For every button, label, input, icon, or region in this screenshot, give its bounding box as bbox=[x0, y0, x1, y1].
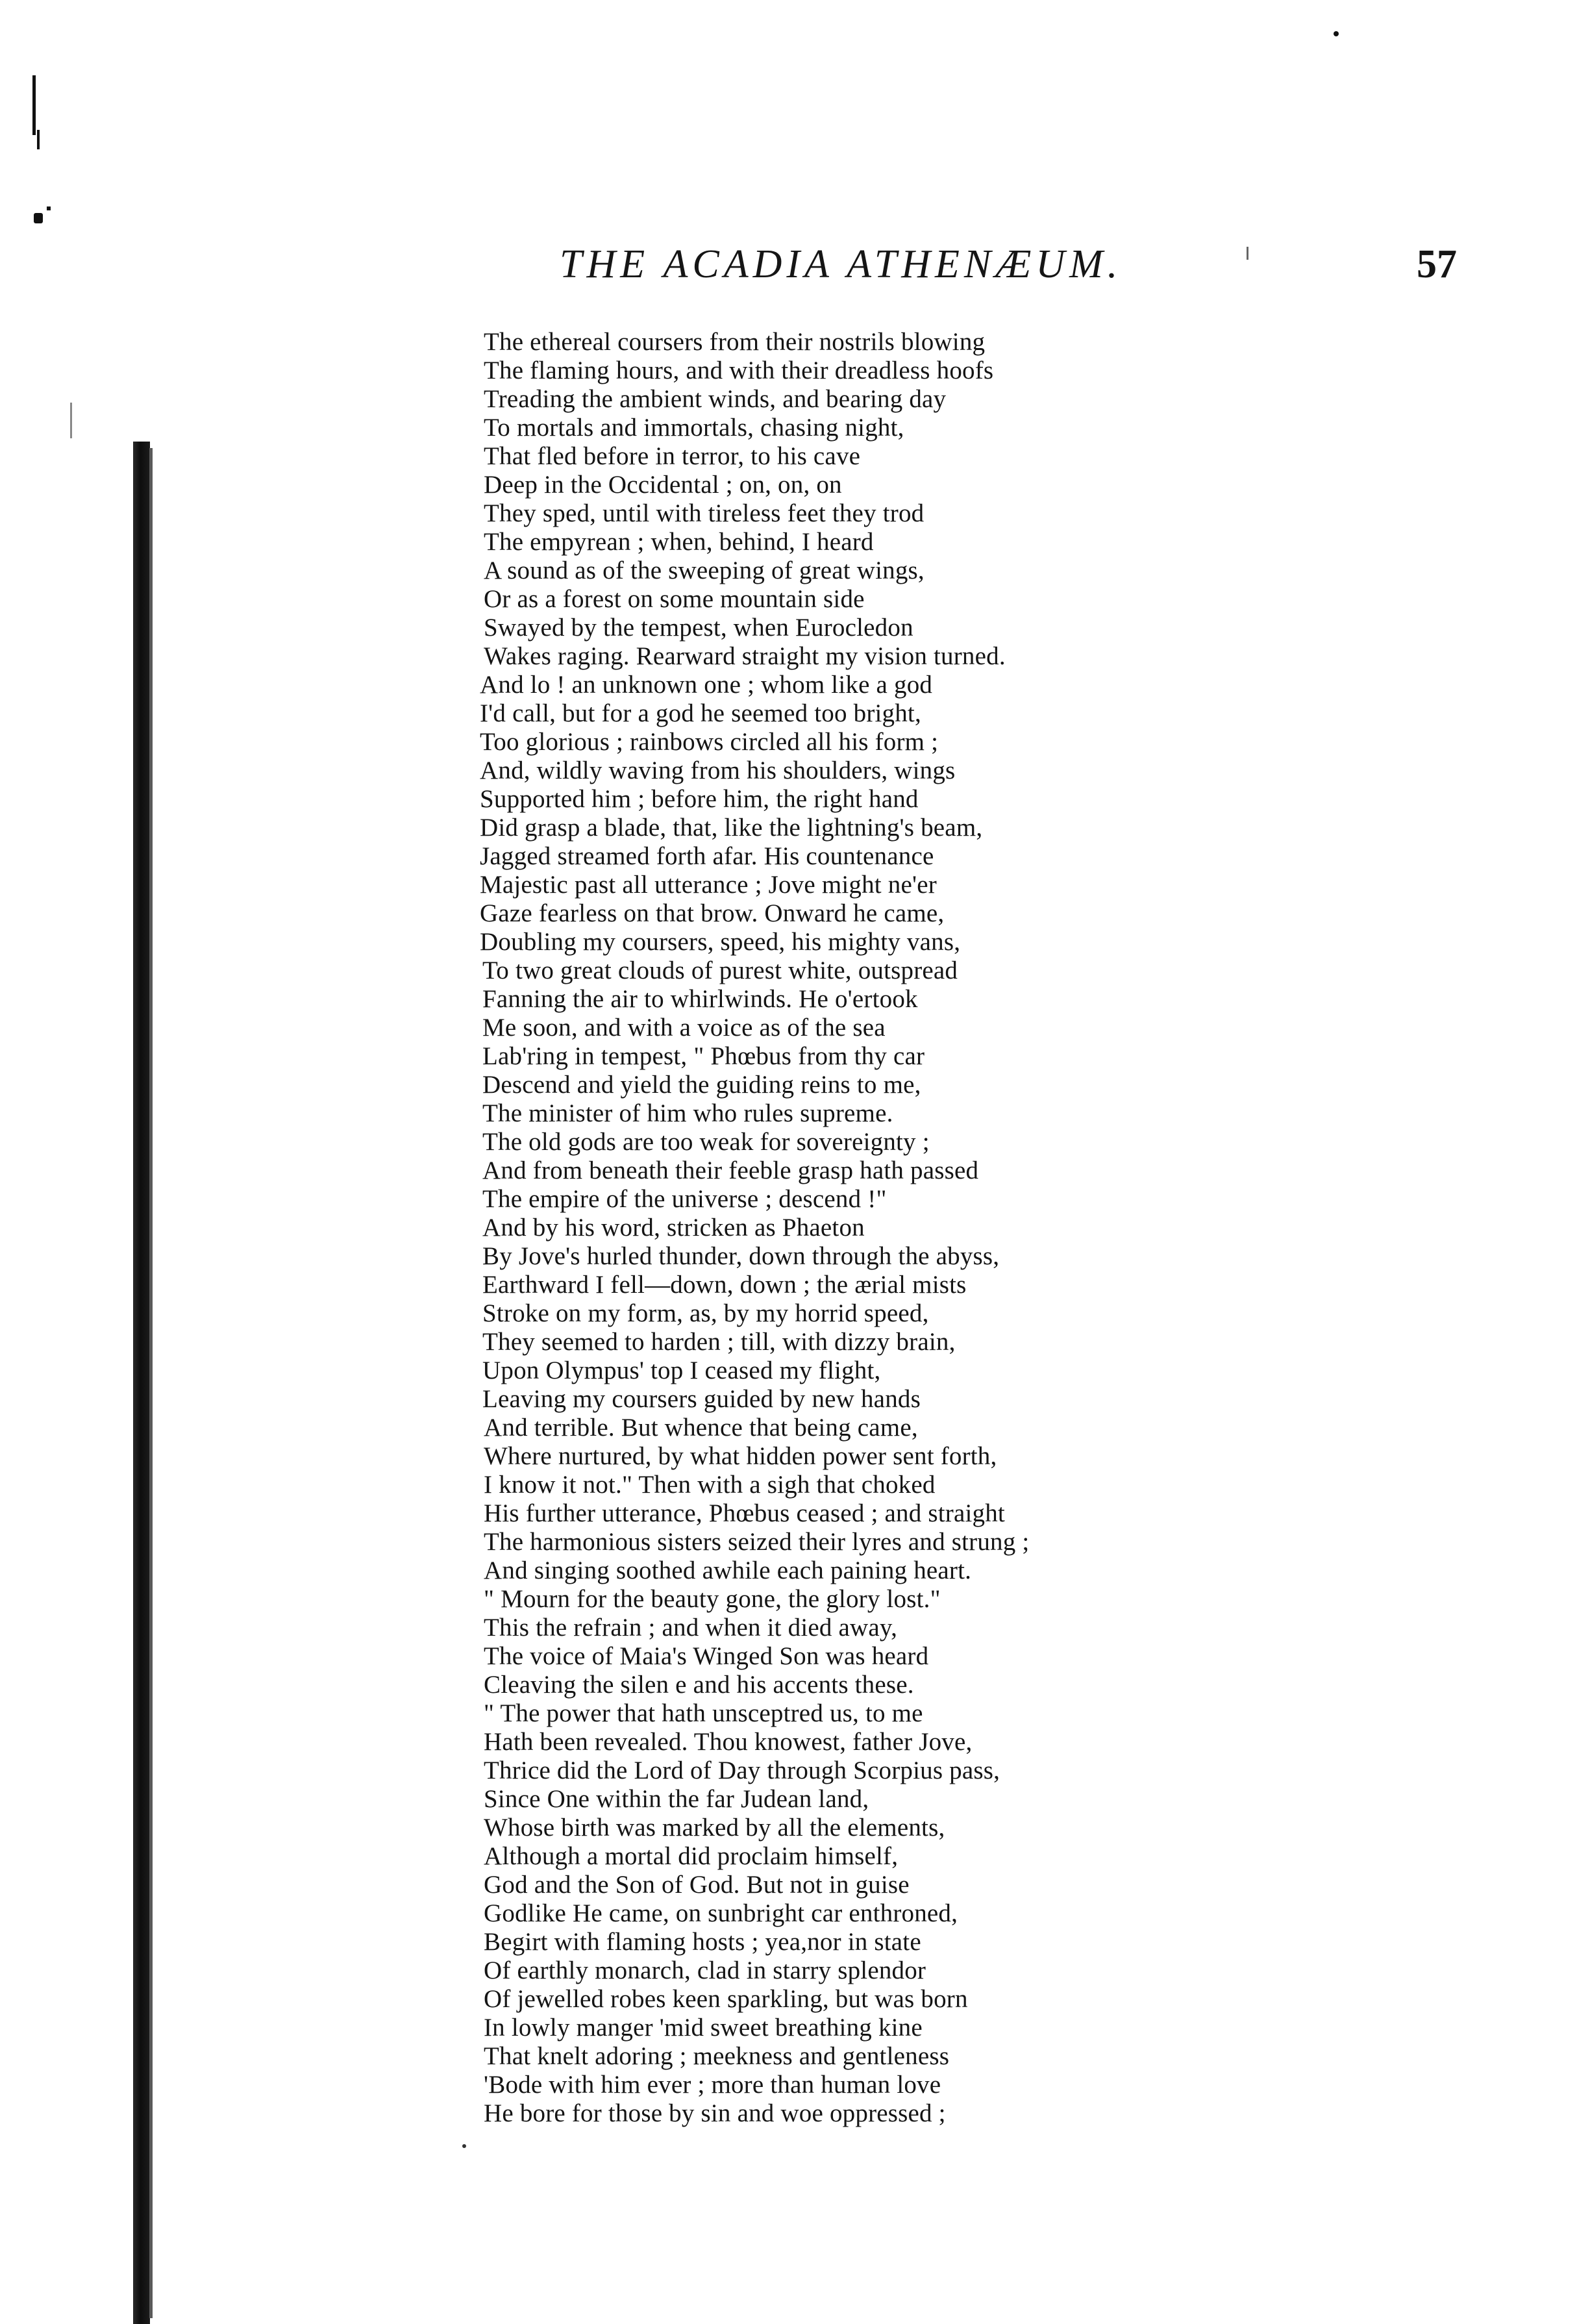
poem-line: And terrible. But whence that being came, bbox=[484, 1414, 918, 1442]
poem-line: Too glorious ; rainbows circled all his form ; bbox=[480, 728, 939, 756]
poem-line: Cleaving the silen e and his accents these. bbox=[484, 1671, 914, 1699]
poem-line: Treading the ambient winds, and bearing day bbox=[484, 385, 947, 413]
poem-line: Fanning the air to whirlwinds. He o'ertook bbox=[482, 985, 918, 1013]
poem-line: He bore for those by sin and woe oppressed ; bbox=[484, 2099, 946, 2127]
poem-line: And by his word, stricken as Phaeton bbox=[482, 1214, 865, 1242]
running-title: THE ACADIA ATHENÆUM. bbox=[560, 242, 1123, 286]
poem-line: That fled before in terror, to his cave bbox=[484, 442, 861, 470]
scan-mark bbox=[70, 403, 72, 438]
poem-line: And lo ! an unknown one ; whom like a god bbox=[480, 671, 933, 699]
scan-mark bbox=[1247, 247, 1248, 260]
poem-line: Majestic past all utterance ; Jove might ne'er bbox=[480, 871, 937, 899]
poem-line: I'd call, but for a god he seemed too bright, bbox=[480, 699, 921, 727]
poem-line: I know it not." Then with a sigh that choked bbox=[484, 1471, 936, 1499]
poem-line: " The power that hath unsceptred us, to me bbox=[484, 1699, 923, 1727]
poem-line: Of jewelled robes keen sparkling, but was born bbox=[484, 1985, 968, 2013]
poem-line: Begirt with flaming hosts ; yea,nor in state bbox=[484, 1928, 921, 1956]
poem-line: To mortals and immortals, chasing night, bbox=[484, 414, 904, 442]
poem-line: The ethereal coursers from their nostrils blowing bbox=[484, 328, 986, 356]
poem-line: Gaze fearless on that brow. Onward he came, bbox=[480, 899, 945, 927]
poem-line: Deep in the Occidental ; on, on, on bbox=[484, 471, 842, 499]
poem-line: And from beneath their feeble grasp hath passed bbox=[482, 1156, 979, 1184]
poem-line: Thrice did the Lord of Day through Scorpius pass, bbox=[484, 1756, 1000, 1784]
poem-line: Supported him ; before him, the right hand bbox=[480, 785, 919, 813]
poem-line: Jagged streamed forth afar. His countenance bbox=[480, 842, 934, 870]
poem-line: A sound as of the sweeping of great wings, bbox=[484, 556, 925, 584]
poem-line: Wakes raging. Rearward straight my vision turned. bbox=[484, 642, 1006, 670]
poem-line: They sped, until with tireless feet they trod bbox=[484, 499, 925, 527]
poem-line: The voice of Maia's Winged Son was heard bbox=[484, 1642, 929, 1670]
poem-line: Where nurtured, by what hidden power sent forth, bbox=[484, 1442, 997, 1470]
scan-mark bbox=[32, 75, 36, 135]
poem-line: The minister of him who rules supreme. bbox=[482, 1099, 893, 1127]
poem-line: Of earthly monarch, clad in starry splendor bbox=[484, 1956, 926, 1984]
poem-line: To two great clouds of purest white, outspread bbox=[482, 956, 958, 984]
poem-line: The old gods are too weak for sovereignty ; bbox=[482, 1128, 930, 1156]
poem-line: Although a mortal did proclaim himself, bbox=[484, 1842, 899, 1870]
poem-line: Or as a forest on some mountain side bbox=[484, 585, 865, 613]
poem-line: And, wildly waving from his shoulders, wings bbox=[480, 756, 956, 784]
poem-line: The harmonious sisters seized their lyres and strung ; bbox=[484, 1528, 1030, 1556]
poem-line: The flaming hours, and with their dreadless hoofs bbox=[484, 356, 994, 384]
poem-line: God and the Son of God. But not in guise bbox=[484, 1871, 910, 1899]
scan-mark bbox=[34, 213, 43, 223]
poem-line: Upon Olympus' top I ceased my flight, bbox=[482, 1356, 881, 1384]
poem-line: The empyrean ; when, behind, I heard bbox=[484, 528, 874, 556]
poem-line: 'Bode with him ever ; more than human love bbox=[484, 2071, 941, 2099]
poem-line: That knelt adoring ; meekness and gentleness bbox=[484, 2042, 950, 2070]
poem-line: His further utterance, Phœbus ceased ; and straight bbox=[484, 1499, 1005, 1527]
binding-edge bbox=[149, 448, 153, 2318]
poem-line: Swayed by the tempest, when Eurocledon bbox=[484, 614, 913, 642]
poem-line: Lab'ring in tempest, " Phœbus from thy car bbox=[482, 1042, 925, 1070]
poem-line: Whose birth was marked by all the elements, bbox=[484, 1814, 945, 1842]
poem-line: And singing soothed awhile each paining heart. bbox=[484, 1556, 972, 1584]
poem-line: Hath been revealed. Thou knowest, father Jove, bbox=[484, 1728, 973, 1756]
scan-mark bbox=[462, 2144, 466, 2148]
poem-line: Descend and yield the guiding reins to me, bbox=[482, 1071, 921, 1099]
poem-line: The empire of the universe ; descend !" bbox=[482, 1185, 887, 1213]
poem-line: Godlike He came, on sunbright car enthroned, bbox=[484, 1899, 958, 1927]
scan-mark bbox=[1334, 31, 1339, 36]
poem-line: Did grasp a blade, that, like the lightning's beam, bbox=[480, 814, 983, 842]
scan-mark bbox=[47, 206, 51, 210]
page-number: 57 bbox=[1417, 242, 1457, 286]
poem-line: They seemed to harden ; till, with dizzy brain, bbox=[482, 1328, 956, 1356]
poem-line: Leaving my coursers guided by new hands bbox=[482, 1385, 921, 1413]
poem-line: Doubling my coursers, speed, his mighty vans, bbox=[480, 928, 961, 956]
binding-shadow bbox=[133, 442, 150, 2324]
poem-line: " Mourn for the beauty gone, the glory lost." bbox=[484, 1585, 941, 1613]
poem-line: In lowly manger 'mid sweet breathing kine bbox=[484, 2014, 923, 2042]
scan-mark bbox=[37, 130, 40, 149]
poem-line: Since One within the far Judean land, bbox=[484, 1785, 869, 1813]
poem-line: This the refrain ; and when it died away, bbox=[484, 1614, 898, 1642]
poem-line: Stroke on my form, as, by my horrid speed, bbox=[482, 1299, 929, 1327]
poem-line: Earthward I fell—down, down ; the ærial mists bbox=[482, 1271, 967, 1299]
poem-text bbox=[477, 328, 1386, 2128]
poem-line: Me soon, and with a voice as of the sea bbox=[482, 1014, 886, 1042]
poem-line: By Jove's hurled thunder, down through the abyss, bbox=[482, 1242, 1000, 1270]
